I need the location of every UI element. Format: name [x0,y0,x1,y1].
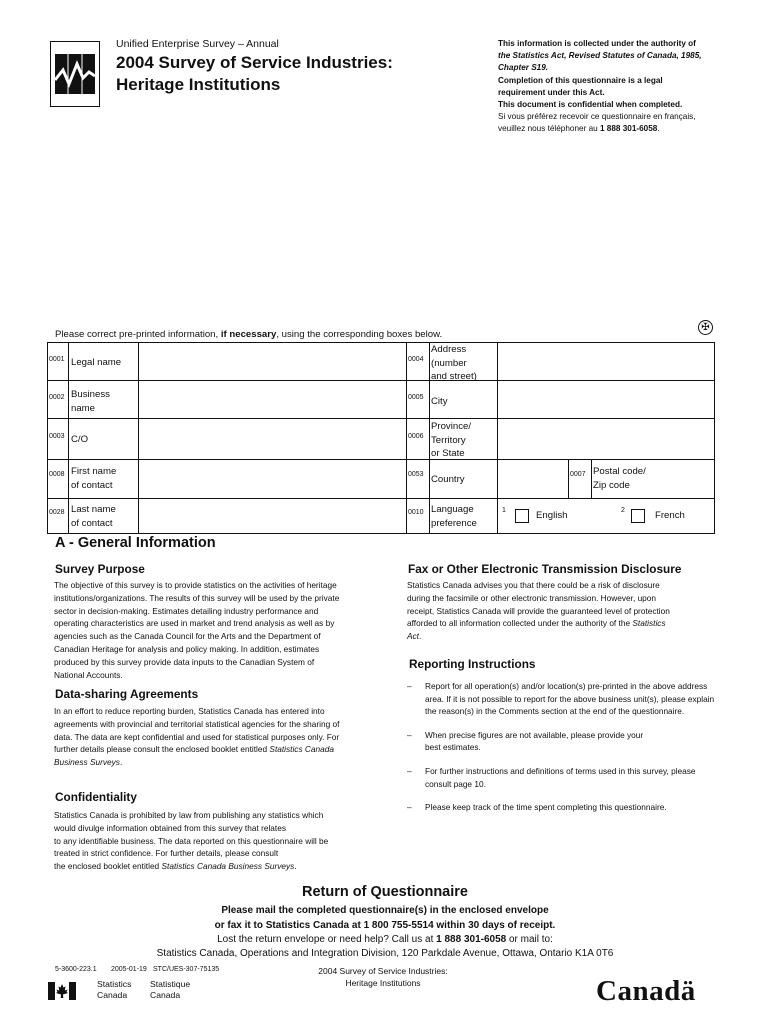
footer-title-line: Heritage Institutions [345,978,421,988]
field-code: 0003 [49,433,65,440]
booklet-title: Business Surveys [54,757,120,768]
text-line [54,743,394,756]
french-label: French [655,510,685,521]
postal-code-field[interactable] [660,460,713,497]
list-item [407,801,715,814]
label-line: Last name [71,504,116,515]
label-line: Address [431,344,467,355]
text-line: to any identifiable business. The data reported on this questionnaire will be [54,835,329,846]
act-name: Statistics [632,618,666,629]
text-line [54,756,394,769]
booklet-title: Statistics Canada [269,744,334,755]
english-checkbox[interactable] [515,509,529,523]
first-name-field[interactable] [139,460,405,497]
text-run: or mail to: [506,934,553,945]
confidentiality-text [54,809,394,873]
business-name-field[interactable] [139,381,405,417]
text-line: during the facsimile or other electronic transmission. However, upon [407,592,657,603]
act-name: Act [407,631,419,642]
label-line: of contact [71,517,113,529]
text-line: The objective of this survey is to provide statistics on the activities of heritage [54,580,337,590]
text-line [54,860,394,873]
data-sharing-heading: Data-sharing Agreements [55,687,199,701]
correction-bold: if necessary [220,329,277,340]
country-field[interactable] [498,460,567,497]
field-code: 0007 [570,471,586,478]
text-run: . [294,861,297,872]
label-line: preference [431,517,477,529]
footer-title-line: 2004 Survey of Service Industries: [318,966,448,976]
label-line: Territory [431,434,466,446]
correction-text: Please correct pre-printed information, [55,329,221,340]
address-field[interactable] [498,344,713,379]
address-label [431,343,477,384]
return-line-3 [0,934,770,945]
footer-title [318,965,448,989]
fax-disclosure-heading: Fax or Other Electronic Transmission Disclosure [408,562,682,576]
confidentiality-heading: Confidentiality [55,790,137,804]
agency-line: Statistique [150,979,191,989]
dash: – [407,729,412,740]
label-line: Postal code/ [593,466,646,477]
province-label [431,420,471,461]
text-run: . [119,757,123,768]
notice-line: This information is collected under the authority of [498,39,696,48]
notice-line: requirement under this Act. [498,87,605,97]
legal-name-field[interactable] [139,344,405,379]
reporting-instructions-heading: Reporting Instructions [409,657,536,671]
text-line: In an effort to reduce reporting burden, Statistics Canada has entered into [54,706,325,716]
text-line: agreements with provincial and territorial statistical agencies for the sharing of [54,718,340,729]
survey-label: Unified Enterprise Survey – Annual [116,38,279,50]
text-line: receipt, Statistics Canada will provide the guaranteed level of protection [407,605,670,616]
last-name-label [71,503,116,530]
list-item [407,680,715,718]
text-line: National Accounts. [54,669,123,680]
list-item-text: Report for all operation(s) and/or location(s) pre-printed in the above address area. If it is not possible to report for the above business unit(s), please explain the reason(s) in the Comments section at the end of the questionnaire. [425,681,715,717]
field-code: 0010 [408,509,424,516]
text-line: sector in decision-making. Estimates detailing industry performance and [54,605,319,616]
form-number: 5-3600-223.1 [55,966,97,973]
text-line: would divulge information obtained from this survey that relates [54,822,286,833]
dash: – [407,802,412,813]
list-item-text: Please keep track of the time spent completing this questionnaire. [425,802,667,813]
text-line [407,630,717,643]
return-line-1: Please mail the completed questionnaire(s) in the enclosed envelope [221,905,549,916]
text-line: treated in strict confidence. For further details, please consult [54,848,279,859]
section-a-title: A - General Information [55,535,216,551]
help-phone: 1 888 301-6058 [436,934,507,945]
reporting-instructions-list [407,680,715,825]
notice-line: the Statistics Act, Revised Statutes of Canada, 1985, [498,51,702,61]
label-line: Language [431,504,474,515]
agency-name-fr [150,979,190,1001]
text-line: produced by this survey provide data inputs to the Canadian System of [54,656,315,667]
text-line: Statistics Canada advises you that there could be a risk of disclosure [407,580,660,590]
agency-line: Canada [150,990,181,1000]
survey-purpose-text [54,579,394,681]
text-run: afforded to all information collected under the authority of the [407,618,633,629]
business-name-label [71,388,110,415]
label-line: Province/ [431,421,471,432]
notice-line: Chapter S19. [498,63,549,73]
data-sharing-text [54,705,394,769]
agency-line: Canada [97,990,128,1000]
field-code: 0028 [49,509,65,516]
label-line: and street) [431,371,477,382]
notice-phone: 1 888 301-6058 [599,124,658,134]
title-line-1: 2004 Survey of Service Industries: [116,53,393,72]
return-heading: Return of Questionnaire [302,884,468,900]
booklet-title: Statistics Canada Business Surveys [161,861,295,872]
option-number: 2 [621,507,625,514]
notice-text: veuillez nous téléphoner au [498,124,600,134]
notice-line: Si vous préférez recevoir ce questionnaire en français, [498,112,696,122]
survey-purpose-heading: Survey Purpose [55,562,145,576]
field-code: 0008 [49,471,65,478]
option-number: 1 [502,507,506,514]
text-line: data. The data are kept confidential and used for statistical purposes only. For [54,731,340,742]
field-code: 0004 [408,356,424,363]
label-line: or State [431,448,465,459]
english-label: English [536,510,568,521]
list-item [407,765,715,790]
field-code: 0002 [49,394,65,401]
dash: – [407,765,412,776]
list-item-text: When precise figures are not available, please provide your best estimates. [425,729,644,753]
text-line [407,617,717,630]
field-code: 0005 [408,394,424,401]
form-date: 2005-01-19 [111,966,147,973]
fax-disclosure-text [407,579,717,643]
first-name-label [71,465,116,492]
form-reference: STC/UES-307-75135 [153,966,220,973]
last-name-field[interactable] [139,499,405,533]
contact-form [47,342,715,534]
canada-wordmark: Canadä [596,975,696,1007]
field-code: 0006 [408,433,424,440]
field-code: 0001 [49,356,65,363]
notice-phone-line [498,123,728,135]
text-line: Statistics Canada is prohibited by law from publishing any statistics which [54,810,324,820]
french-checkbox[interactable] [631,509,645,523]
city-label: City [431,396,448,407]
agency-name-en [97,979,131,1001]
notice-text: . [657,124,660,134]
authority-notice [498,38,728,136]
statcan-logo [50,41,100,107]
title-line-2: Heritage Institutions [116,75,281,94]
postal-code-label [593,465,646,492]
label-line: Zip code [593,479,630,491]
text-line: institutions/organizations. The results of this survey will be used by the private [54,592,340,603]
country-label: Country [431,474,465,485]
notice-line: This document is confidential when completed. [498,100,683,110]
label-line: First name [71,466,117,477]
text-line: Canadian Heritage for analysis and policy making. In addition, estimates [54,643,320,654]
field-code: 0053 [408,471,424,478]
text-line: operating characteristics are used in market and trend analysis as well as by [54,618,335,629]
registration-mark-icon: ✠ [698,320,713,335]
agency-line: Statistics [97,979,132,989]
label-line: Business [71,389,110,400]
return-address: Statistics Canada, Operations and Integration Division, 120 Parkdale Avenue, Ottawa, Ontario K1A 0T6 [156,948,614,959]
correction-instruction [55,329,442,340]
co-field[interactable] [139,419,405,458]
canada-flag-icon [48,982,76,1000]
text-run: Lost the return envelope or need help? Call us at [217,934,437,945]
list-item-text: For further instructions and definitions of terms used in this survey, please consult page 10. [425,765,696,789]
return-line-2: or fax it to Statistics Canada at 1 800 755-5514 within 30 days of receipt. [214,920,556,931]
label-line: of contact [71,479,113,491]
province-field[interactable] [498,419,713,458]
notice-line: Completion of this questionnaire is a legal [498,75,663,85]
correction-text: , using the corresponding boxes below. [276,329,443,340]
text-run: further details please consult the enclosed booklet entitled [54,744,270,755]
legal-name-label: Legal name [71,357,122,368]
label-line: (number [431,357,467,369]
text-run: the enclosed booklet entitled [54,861,162,872]
co-label: C/O [71,434,89,445]
label-line: name [71,402,95,414]
dash: – [407,681,412,691]
list-item [407,729,715,754]
page-title [116,52,393,96]
text-line: agencies such as the Canada Council for the Arts and the Department of [54,631,321,642]
city-field[interactable] [498,381,713,417]
text-run: . [419,631,422,642]
language-label [431,503,477,530]
